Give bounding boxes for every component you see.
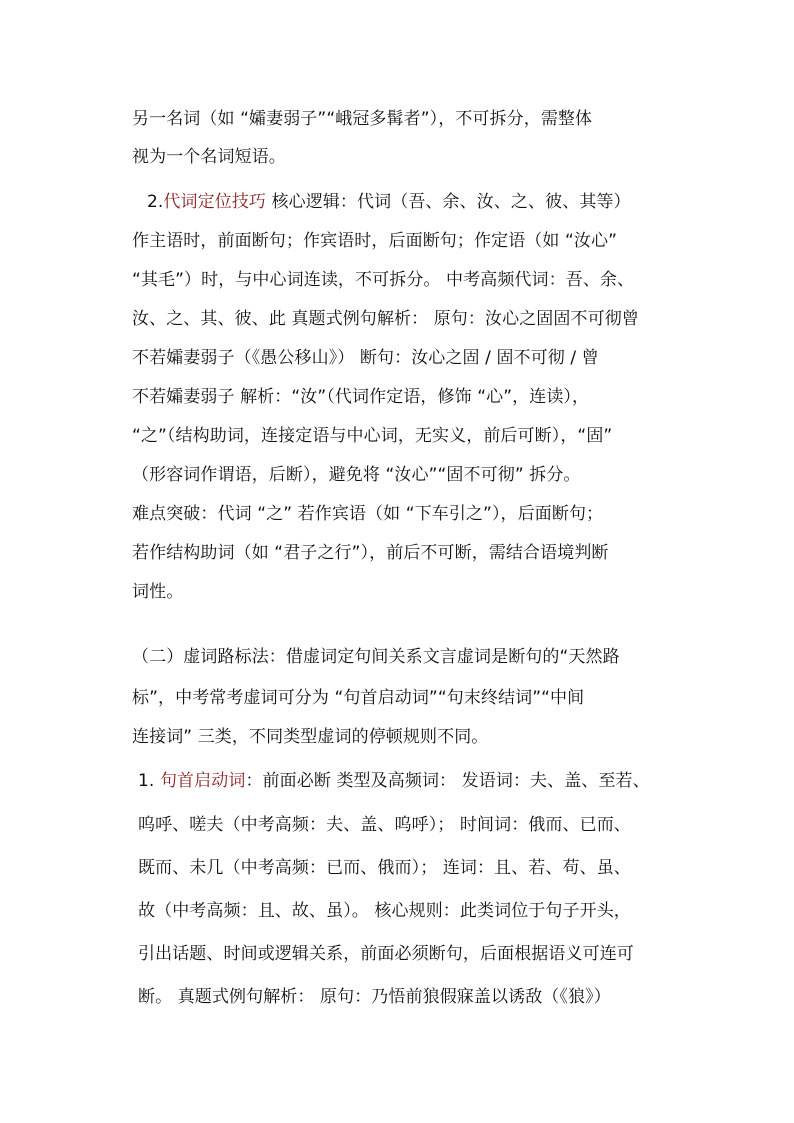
text-line: 2.代词定位技巧 核心逻辑：代词（吾、余、汝、之、彼、其等） bbox=[147, 192, 631, 212]
text-line: 断。 真题式例句解析： 原句：乃悟前狼假寐盖以诱敌（《狼》） bbox=[138, 987, 611, 1007]
text-line: 呜呼、嗟夫（中考高频：夫、盖、呜呼）； 时间词：俄而、已而、 bbox=[138, 815, 631, 835]
section-heading: 代词定位技巧 bbox=[163, 192, 267, 212]
text-line: （二）虚词路标法：借虚词定句间关系文言虚词是断句的“天然路 bbox=[132, 647, 620, 667]
text-line: 若作结构助词（如 “君子之行”），前后不可断，需结合语境判断 bbox=[132, 543, 609, 563]
text-line: 不若孀妻弱子 解析：“汝”（代词作定语，修饰 “心”，连读）， bbox=[132, 387, 590, 407]
text-line: 不若孀妻弱子（《愚公移山》） 断句：汝心之固 / 固不可彻 / 曾 bbox=[132, 348, 599, 368]
text-line: 词性。 bbox=[132, 582, 184, 602]
text-line: 难点突破：代词 “之” 若作宾语（如 “下车引之”），后面断句； bbox=[132, 504, 604, 524]
list-number: 1. bbox=[138, 771, 160, 791]
text-line: 故（中考高频：且、故、虽）。 核心规则：此类词位于句子开头， bbox=[138, 901, 631, 921]
list-number: 2. bbox=[147, 192, 164, 212]
text-line: 引出话题、时间或逻辑关系，前面必须断句，后面根据语义可连可 bbox=[138, 944, 634, 964]
text-line: 标”，中考常考虚词可分为 “句首启动词”“句末终结词”“中间 bbox=[132, 688, 585, 708]
text-line: （形容词作谓语，后断），避免将 “汝心”“固不可彻” 拆分。 bbox=[132, 465, 581, 485]
text-line: 既而、未几（中考高频：已而、俄而）； 连词：且、若、苟、虽、 bbox=[138, 858, 631, 878]
text-line: “其毛”）时，与中心词连读，不可拆分。 中考高频代词：吾、余、 bbox=[132, 270, 635, 290]
section-heading: 句首启动词 bbox=[159, 771, 246, 791]
text-line: “之”（结构助词，连接定语与中心词，无实义，前后可断），“固” bbox=[132, 426, 613, 446]
text-line: 汝、之、其、彼、此 真题式例句解析： 原句：汝心之固固不可彻曾 bbox=[132, 309, 639, 329]
text-line: 连接词” 三类，不同类型虚词的停顿规则不同。 bbox=[132, 727, 489, 747]
text-line: 另一名词（如 “孀妻弱子”“峨冠多髯者”），不可拆分，需整体 bbox=[132, 109, 593, 129]
text-line: 视为一个名词短语。 bbox=[132, 147, 286, 167]
text-line: 作主语时，前面断句；作宾语时，后面断句；作定语（如 “汝心” bbox=[132, 231, 618, 251]
text-line: 1. 句首启动词：前面必断 类型及高频词： 发语词：夫、盖、至若、 bbox=[138, 771, 650, 791]
